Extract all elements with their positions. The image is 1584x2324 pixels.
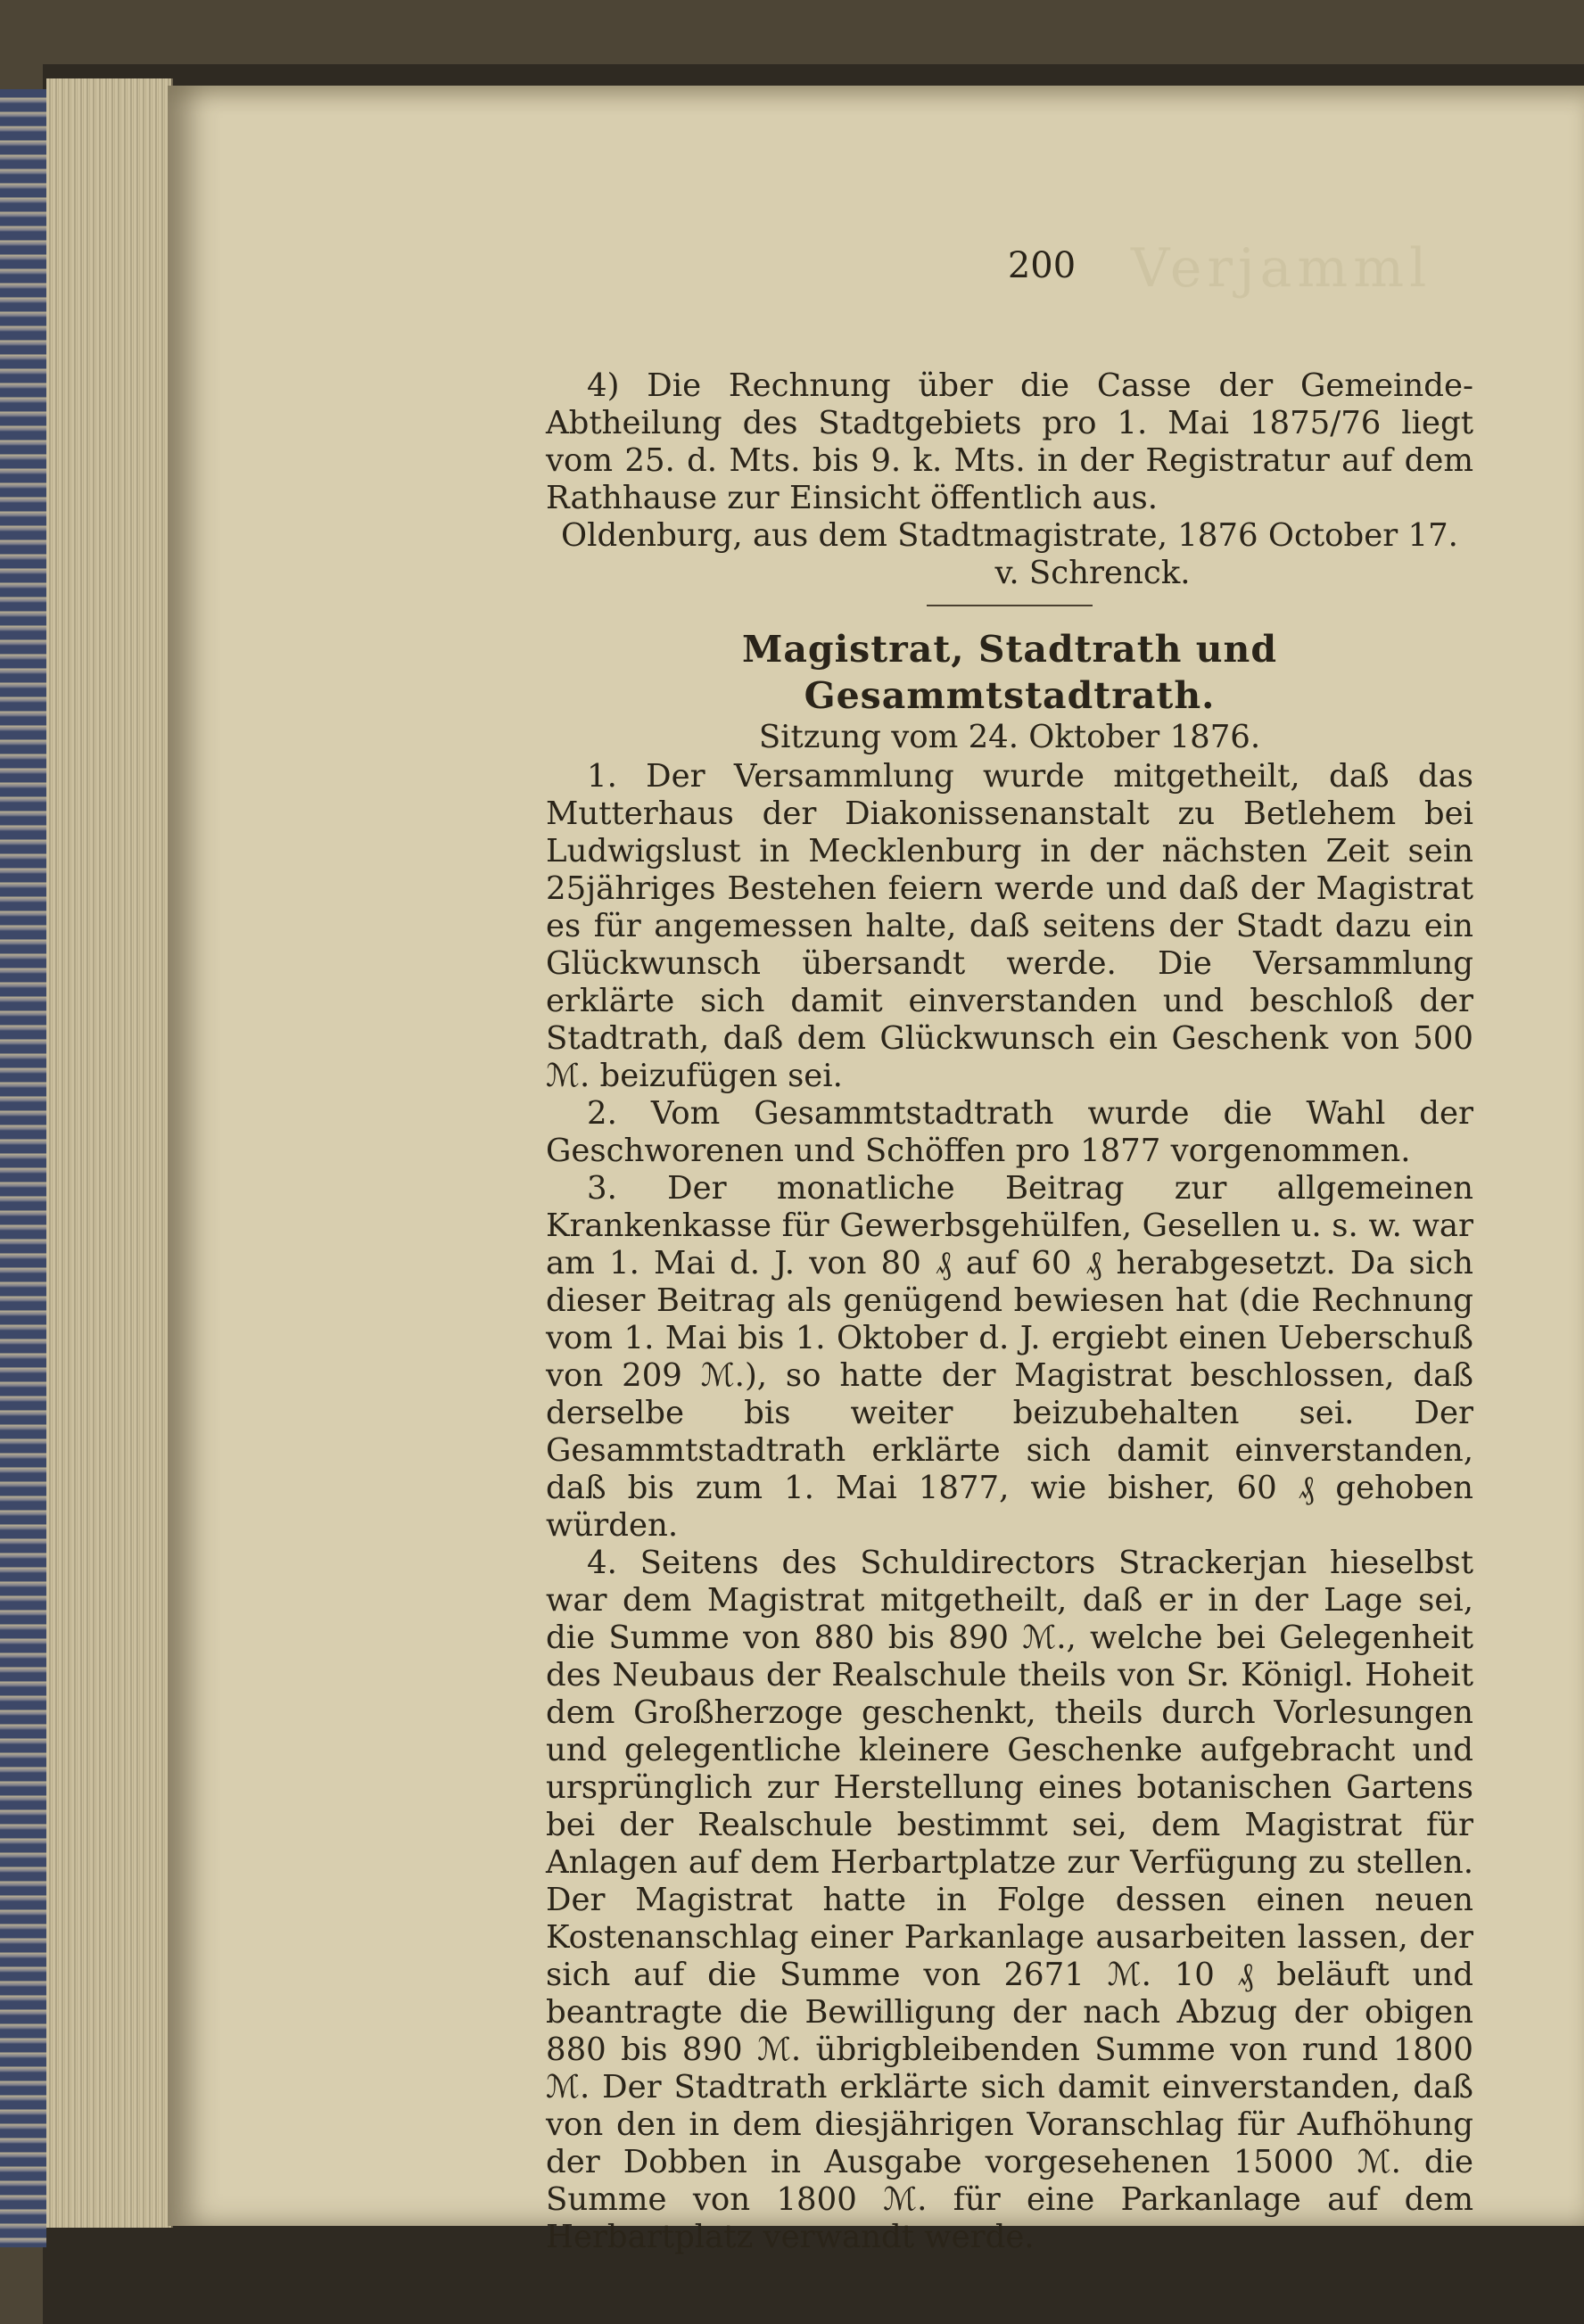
page-number: 200 <box>1007 245 1077 286</box>
page-text <box>546 241 1473 2256</box>
section-heading: Magistrat, Stadtrath und Gesammtstadtrath. <box>741 628 1278 717</box>
paragraph-1: 1. Der Versammlung wurde mitgetheilt, daß das Mutterhaus der Diakonissenanstalt zu Betlehem bei Ludwigslust in Mecklenburg in der nächsten Zeit sein 25jähriges Bestehen feiern werde und daß der Magistrat es für angemessen halte, daß seitens der Stadt dazu ein Glückwunsch übersandt werde. Die Versammlung erklärte sich damit einverstanden und beschloß der Stadtrath, daß dem Glückwunsch ein Geschenk von 500 ℳ. beizufügen sei. <box>546 758 1473 1094</box>
bleed-through-text: Verjamml <box>1131 237 1432 300</box>
notice-signature: v. Schrenck. <box>994 555 1191 591</box>
paragraph-3: 3. Der monatliche Beitrag zur allgemeinen Krankenkasse für Gewerbsgehülfen, Gesellen u. s. w. war am 1. Mai d. J. von 80 ₰ auf 60 ₰ herabgesetzt. Da sich dieser Beitrag als genügend bewiesen hat (die Rechnung vom 1. Mai bis 1. Oktober d. J. ergiebt einen Ueberschuß von 209 ℳ.), so hatte der Magistrat beschlossen, daß derselbe bis weiter beizubehalten sei. Der Gesammtstadtrath erklärte sich damit einverstanden, daß bis zum 1. Mai 1877, wie bisher, 60 ₰ gehoben würden. <box>546 1170 1473 1544</box>
section-divider <box>927 605 1093 606</box>
notice-place-date: Oldenburg, aus dem Stadtmagistrate, 1876 October 17. <box>561 517 1458 554</box>
book-cover-edge <box>0 89 46 2247</box>
session-line: Sitzung vom 24. Oktober 1876. <box>758 719 1261 755</box>
page-edges <box>46 78 173 2228</box>
paragraph-4: 4. Seitens des Schuldirectors Strackerjan hieselbst war dem Magistrat mitgetheilt, daß er in der Lage sei, die Summe von 880 bis 890 ℳ., welche bei Gelegenheit des Neubaus der Realschule theils von Sr. Königl. Hoheit dem Großherzoge geschenkt, theils durch Vorlesungen und gelegentliche kleinere Geschenke aufgebracht und ursprünglich zur Herstellung eines botanischen Gartens bei der Realschule bestimmt sei, dem Magistrat für Anlagen auf dem Herbartplatze zur Verfügung zu stellen. Der Magistrat hatte in Folge dessen einen neuen Kostenanschlag einer Parkanlage ausarbeiten lassen, der sich auf die Summe von 2671 ℳ. 10 ₰ beläuft und beantragte die Bewilligung der nach Abzug der obigen 880 bis 890 ℳ. übrigbleibenden Summe von rund 1800 ℳ. Der Stadtrath erklärte sich damit einverstanden, daß von den in dem diesjährigen Voranschlag für Aufhöhung der Dobben in Ausgabe vorgesehenen 15000 ℳ. die Summe von 1800 ℳ. für eine Parkanlage auf dem Herbartplatz verwandt werde. <box>546 1545 1473 2255</box>
paragraph-2: 2. Vom Gesammtstadtrath wurde die Wahl der Geschworenen und Schöffen pro 1877 vorgenommen. <box>546 1095 1473 1169</box>
notice-paragraph: 4) Die Rechnung über die Casse der Gemeinde-Abtheilung des Stadtgebiets pro 1. Mai 1875/76 liegt vom 25. d. Mts. bis 9. k. Mts. in der Registratur auf dem Rathhause zur Einsicht öffentlich aus. <box>546 367 1473 516</box>
